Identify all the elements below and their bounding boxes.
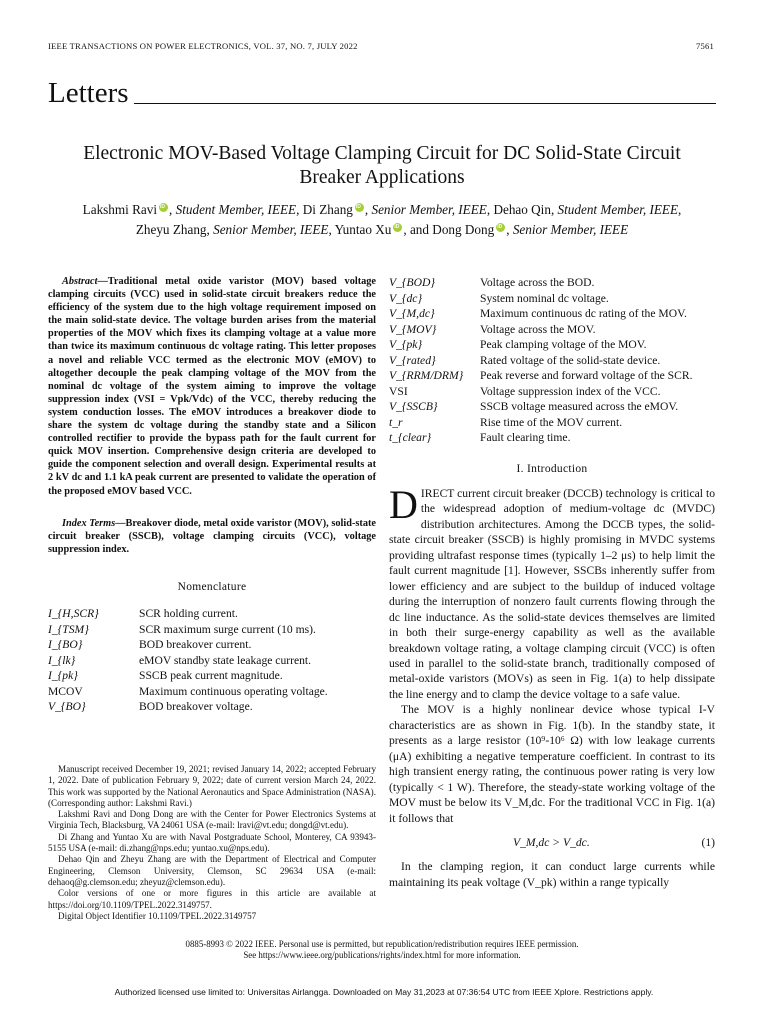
- nomenclature-heading-text: Nomenclature: [177, 581, 247, 593]
- nomenclature-row: [48, 668, 376, 684]
- nomenclature-description: Maximum continuous operating voltage.: [139, 684, 328, 698]
- nomenclature-symbol: V_{MOV}: [389, 322, 437, 336]
- orcid-icon[interactable]: [355, 203, 364, 212]
- author-role: Student Member, IEEE: [175, 202, 297, 217]
- nomenclature-symbol: V_{BO}: [48, 700, 86, 713]
- copyright-line: 0885-8993 © 2022 IEEE. Personal use is permitted, but republication/redistribution requires IEEE permission.: [185, 939, 579, 949]
- footnote-paragraph: Lakshmi Ravi and Dong Dong are with the Center for Power Electronics Systems at Virginia Tech, Blacksburg, VA 24061 USA (e-mail: lravi@vt.edu; dongd@vt.edu).: [48, 809, 376, 831]
- nomenclature-symbol: t_{clear}: [389, 431, 432, 444]
- nomenclature-description: Voltage across the BOD.: [480, 276, 595, 289]
- nomenclature-row: [48, 699, 376, 715]
- equation: [389, 835, 715, 850]
- nomenclature-symbol: I_{TSM}: [48, 622, 89, 636]
- paragraph: In the clamping region, it can conduct large currents while maintaining its peak voltage (V_pk) within a range typically: [389, 860, 715, 889]
- paper-title: Electronic MOV-Based Voltage Clamping Circuit for DC Solid-State Circuit Breaker Applications: [83, 143, 681, 188]
- nomenclature-row: [389, 322, 715, 338]
- nomenclature-heading: [48, 581, 376, 593]
- nomenclature-row: [389, 430, 715, 446]
- author-list: Lakshmi RaviiD , Student Member, IEEE, Di ZhangiD , Senior Member, IEEE, Dehao Qin, Student Member, IEEE, Zheyu Zhang, Senior Member, IEEE, Yuntao XuiD , and Dong DongiD , Senior Member, IEEE: [50, 200, 714, 240]
- nomenclature-description: eMOV standby state leakage current.: [139, 653, 312, 667]
- nomenclature-description: Rise time of the MOV current.: [480, 415, 623, 429]
- introduction-body: [389, 482, 715, 890]
- copyright-notice: [48, 939, 716, 962]
- footnote-paragraph: Dehao Qin and Zheyu Zhang are with the Department of Electrical and Computer Engineering, Clemson University, Clemson, SC 29634 USA (e-mail: dehaoq@g.clemson.edu; zheyuz@clemson.edu).: [48, 854, 376, 887]
- abstract: Abstract—Traditional metal oxide varistor (MOV) based voltage clamping circuits (VCC) used in solid-state circuit breakers reduce the efficiency of the system due to the high voltage requirement imposed on the main solid-state device. The voltage burden arises from the material properties of the MOV which fixes its clamping voltage at a value more than twice its maximum continuous dc voltage rating. This letter proposes a novel and reliable VCC termed as the electronic MOV (eMOV) to altogether decouple the peak clamping voltage of the MOV from the nominal dc voltage of the system aiming to improve the voltage suppression index (VSI = Vpk/Vdc) of the VCC, thereby reducing the system conduction losses. The eMOV introduces a breakover diode to share the system dc voltage during the standby state and a Silicon controlled rectifier to provide the bypass path for the fault current for quick MOV insertion. Comprehensive design criteria are developed to guide the component selection and overall design. Experimental results at 2 kV dc and 1.1 kA peak current are presented to validate the operation of the proposed eMOV based VCC.: [48, 276, 376, 497]
- nomenclature-symbol: t_r: [389, 415, 403, 429]
- author-name: Dong Dong: [432, 222, 495, 237]
- nomenclature-symbol: I_{BO}: [48, 638, 83, 651]
- nomenclature-symbol: V_{M,dc}: [389, 307, 435, 320]
- nomenclature-row: [48, 637, 376, 653]
- section-banner: [48, 78, 716, 108]
- footnote-paragraph: Color versions of one or more figures in this article are available at https://doi.org/10.1109/TPEL.2022.3149757.: [48, 888, 376, 910]
- drop-cap: D: [389, 482, 418, 527]
- nomenclature-description: BOD breakover voltage.: [139, 700, 253, 713]
- license-notice: Authorized licensed use limited to: Universitas Airlangga. Downloaded on May 31,2023 at 07:36:54 UTC from IEEE Xplore. Restrictions apply.: [114, 987, 654, 997]
- nomenclature-description: Peak reverse and forward voltage of the SCR.: [480, 369, 693, 382]
- nomenclature-description: System nominal dc voltage.: [480, 291, 609, 305]
- nomenclature-symbol: V_{pk}: [389, 338, 423, 351]
- nomenclature-description: Maximum continuous dc rating of the MOV.: [480, 307, 687, 320]
- footnote-paragraph: Manuscript received December 19, 2021; revised January 14, 2022; accepted February 1, 2022. Date of publication February 9, 2022; date of current version March 24, 2022. This work was supported by the National Aeronautics and Space Administration (NASA). (Corresponding author: Lakshmi Ravi.): [48, 764, 376, 808]
- nomenclature-row: [48, 653, 376, 669]
- nomenclature-row: [389, 337, 715, 353]
- nomenclature-symbol: V_{BOD}: [389, 276, 435, 289]
- nomenclature-description: SSCB peak current magnitude.: [139, 669, 283, 682]
- abstract-text: Traditional metal oxide varistor (MOV) based voltage clamping circuits (VCC) used in solid-state circuit breakers reduce the efficiency of the system due to the high voltage requirement imposed on the main solid-state device. The voltage burden arises from the material properties of the MOV which fixes its clamping voltage at a value more than twice its maximum continuous dc voltage rating. This letter proposes a novel and reliable VCC termed as the electronic MOV (eMOV) to altogether decouple the peak clamping voltage of the MOV from the nominal dc voltage of the system aiming to improve the voltage suppression index (VSI = Vpk/Vdc) of the VCC, thereby reducing the system conduction losses. The eMOV introduces a breakover diode to share the system dc voltage during the standby state and a Silicon controlled rectifier to provide the bypass path for the fault current for quick MOV insertion. Comprehensive design criteria are developed to guide the component selection and overall design. Experimental results at 2 kV dc and 1.1 kA peak current are presented to validate the operation of the proposed eMOV based VCC.: [48, 276, 376, 497]
- author-name: Lakshmi Ravi: [82, 202, 158, 217]
- footnote-paragraph: Digital Object Identifier 10.1109/TPEL.2022.3149757: [58, 910, 257, 921]
- orcid-icon[interactable]: [393, 223, 402, 232]
- nomenclature-symbol: MCOV: [48, 684, 83, 698]
- nomenclature-symbol: I_{pk}: [48, 669, 78, 682]
- nomenclature-row: [48, 622, 376, 638]
- nomenclature-description: SCR holding current.: [139, 607, 238, 620]
- nomenclature-symbol: VSI: [389, 384, 408, 398]
- footnotes: [48, 764, 376, 922]
- nomenclature-description: Rated voltage of the solid-state device.: [480, 353, 661, 367]
- introduction-heading: [389, 463, 715, 475]
- author-role: Senior Member, IEEE: [371, 202, 487, 217]
- nomenclature-row: [389, 291, 715, 307]
- index-terms: Index Terms—Breakover diode, metal oxide varistor (MOV), solid-state circuit breaker (SSCB), voltage clamping circuits (VCC), voltage suppression index.: [48, 518, 376, 556]
- nomenclature-symbol: I_{lk}: [48, 653, 76, 667]
- paragraph: [389, 482, 715, 702]
- author-name: Zheyu Zhang: [135, 222, 207, 237]
- index-terms-text: Breakover diode, metal oxide varistor (MOV), solid-state circuit breaker (SSCB), voltage clamping circuits (VCC), voltage suppression index.: [48, 518, 376, 556]
- journal-header: IEEE TRANSACTIONS ON POWER ELECTRONICS, VOL. 37, NO. 7, JULY 2022: [48, 41, 358, 51]
- nomenclature-symbol: V_{SSCB}: [389, 400, 438, 413]
- nomenclature-row: [389, 415, 715, 431]
- nomenclature-list-right: [389, 275, 715, 446]
- author-role: Student Member, IEEE: [557, 202, 679, 217]
- copyright-line[interactable]: See https://www.ieee.org/publications/rights/index.html for more information.: [243, 950, 521, 961]
- nomenclature-description: Voltage across the MOV.: [480, 322, 596, 336]
- nomenclature-list-left: [48, 606, 376, 715]
- author-role: Senior Member, IEEE: [213, 222, 329, 237]
- equation-body: V_M,dc > V_dc.: [513, 835, 590, 849]
- nomenclature-symbol: V_{dc}: [389, 291, 423, 305]
- paragraph-text: IRECT current circuit breaker (DCCB) technology is critical to the widespread adoption of medium-voltage dc (MVDC) distribution architectures. Among the DCCB types, the solid-state circuit breaker (SSCB) is highly promising in MVDC systems providing ultrafast response times (typically 1–2 μs) to help limit the fault current magnitude [1]. However, SSCBs inherently suffer from lower efficiency and are subject to the buildup of induced voltage during the interruption of nonzero fault currents flowing through the dc line inductance. As the solid-state devices themselves are limited in both their surge-energy capability as well as the available breakdown voltage rating, a voltage clamping circuit (VCC) is often used in parallel to the solid-state branch, traditionally composed of metal-oxide varistors (MOVs) as seen in Fig. 1(a) to help dissipate the line energy and to clamp the device voltage to a safe value.: [389, 487, 715, 701]
- nomenclature-description: BOD breakover current.: [139, 638, 252, 651]
- nomenclature-row: [389, 306, 715, 322]
- nomenclature-row: [389, 384, 715, 400]
- nomenclature-row: [389, 368, 715, 384]
- section-banner-label: Letters: [48, 77, 129, 109]
- nomenclature-row: [389, 275, 715, 291]
- nomenclature-symbol: I_{H,SCR}: [48, 607, 99, 620]
- nomenclature-row: [389, 353, 715, 369]
- nomenclature-row: [389, 399, 715, 415]
- author-name: Dehao Qin: [493, 202, 551, 217]
- page-number: 7561: [696, 41, 714, 51]
- author-conjunction: and: [409, 222, 429, 237]
- nomenclature-symbol: V_{rated}: [389, 353, 436, 367]
- author-name: Yuntao Xu: [334, 222, 392, 237]
- index-terms-label: Index Terms: [62, 518, 116, 529]
- nomenclature-description: Peak clamping voltage of the MOV.: [480, 338, 647, 351]
- nomenclature-row: [48, 606, 376, 622]
- nomenclature-description: Fault clearing time.: [480, 431, 571, 444]
- author-name: Di Zhang: [302, 202, 353, 217]
- paragraph: The MOV is a highly nonlinear device whose typical I-V characteristics are as shown in Fig. 1(b). In the standby state, it presents as a large resistor (10⁹-10⁶ Ω) with low leakage currents (μA) exhibiting a negative temperature coefficient. In contrast to its high transient energy rating, the continuous power rating is very low (typically < 1 W). Therefore, the steady-state working voltage of the MOV must be below its V_M,dc. For the traditional VCC in Fig. 1(a) it follows that: [389, 703, 715, 825]
- orcid-icon[interactable]: [496, 223, 505, 232]
- nomenclature-row: [48, 684, 376, 700]
- footnote-paragraph: Di Zhang and Yuntao Xu are with Naval Postgraduate School, Monterey, CA 93943-5155 USA (e-mail: di.zhang@nps.edu; yuntao.xu@nps.edu).: [48, 831, 376, 854]
- nomenclature-description: SSCB voltage measured across the eMOV.: [480, 400, 679, 413]
- nomenclature-description: SCR maximum surge current (10 ms).: [139, 622, 316, 636]
- equation-number: (1): [701, 835, 715, 849]
- section-banner-rule: [134, 103, 716, 104]
- author-role: Senior Member, IEEE: [512, 222, 629, 237]
- nomenclature-description: Voltage suppression index of the VCC.: [480, 384, 661, 398]
- orcid-icon[interactable]: [159, 203, 168, 212]
- abstract-label: Abstract: [62, 276, 98, 287]
- nomenclature-symbol: V_{RRM/DRM}: [389, 369, 464, 382]
- introduction-heading-text: I. Introduction: [516, 463, 588, 475]
